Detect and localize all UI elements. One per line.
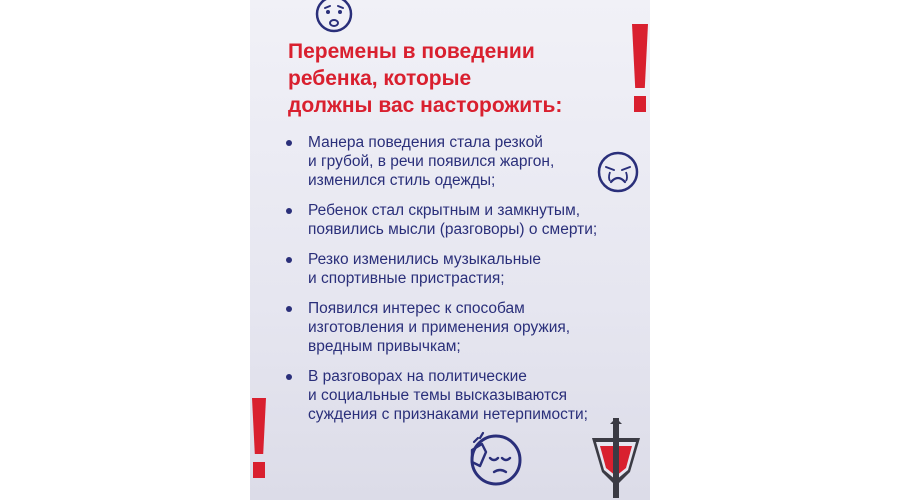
item-line: вредным привычкам; — [308, 338, 461, 355]
item-line: Появился интерес к способам — [308, 300, 525, 317]
list-item — [284, 299, 614, 356]
item-line: Ребенок стал скрытным и замкнутым, — [308, 202, 581, 219]
item-line: суждения с признаками нетерпимости; — [308, 406, 588, 423]
list-item — [284, 250, 614, 288]
sad-face-icon — [312, 0, 356, 38]
list-item — [284, 133, 614, 190]
item-line: В разговорах на политические — [308, 368, 527, 385]
item-line: и грубой, в речи появился жаргон, — [308, 153, 555, 170]
item-line: Манера поведения стала резкой — [308, 134, 543, 151]
poster — [250, 0, 650, 500]
item-line: изменился стиль одежды; — [308, 172, 496, 189]
facepalm-face-icon — [462, 428, 526, 492]
title-line: должны вас насторожить: — [288, 94, 563, 117]
list-item — [284, 201, 614, 239]
emblem-logo-icon — [586, 418, 646, 500]
item-line: появились мысли (разговоры) о смерти; — [308, 221, 598, 238]
title-line: Перемены в поведении — [288, 40, 535, 63]
title-line: ребенка, которые — [288, 67, 472, 90]
list-item — [284, 367, 614, 424]
item-line: и социальные темы высказываются — [308, 387, 568, 404]
item-line: Резко изменились музыкальные — [308, 251, 542, 268]
warning-signs-list — [284, 133, 614, 435]
poster-title — [288, 38, 588, 119]
item-line: и спортивные пристрастия; — [308, 270, 505, 287]
item-line: изготовления и применения оружия, — [308, 319, 571, 336]
